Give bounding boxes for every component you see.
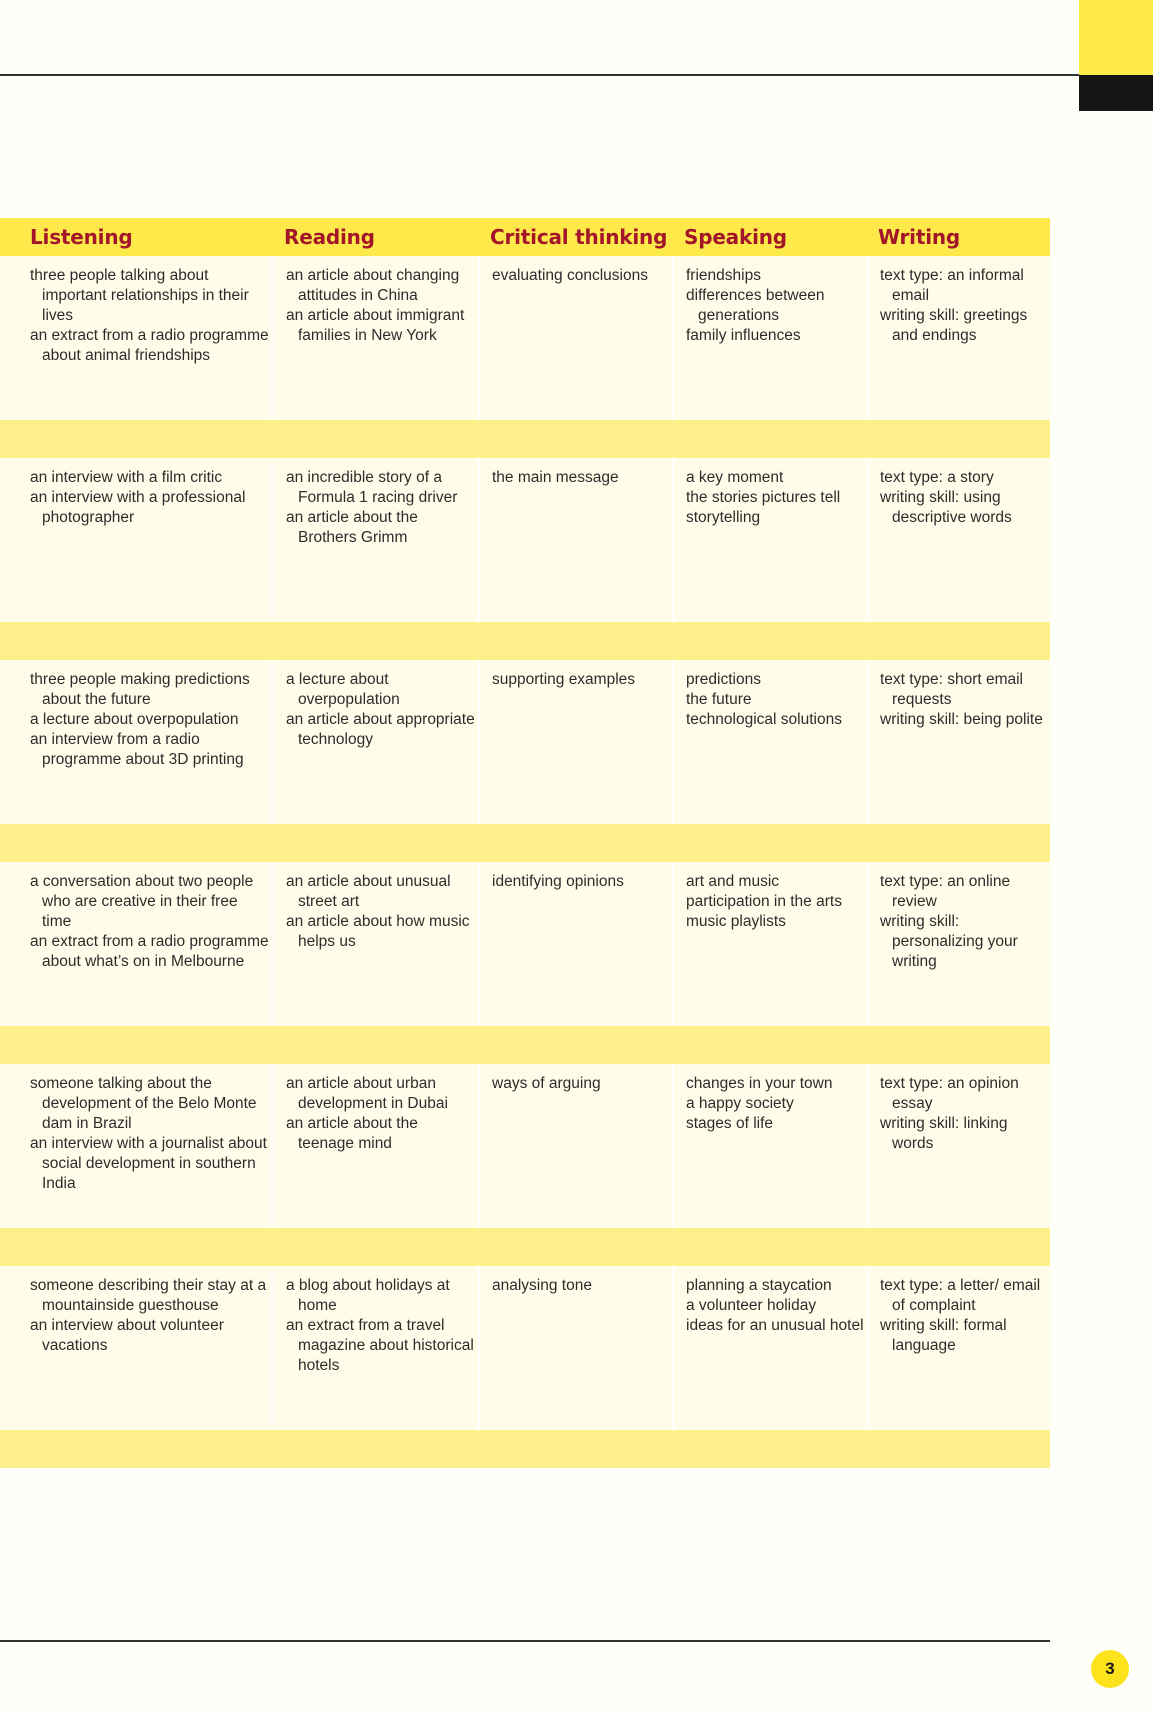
syllabus-entry: an interview about volunteer vacations: [30, 1317, 224, 1354]
corner-yellow-tab: [1079, 0, 1153, 75]
writing-cell: [866, 1064, 1050, 1228]
listening-cell: [0, 862, 271, 1026]
syllabus-entry: an article about appropriate technology: [286, 711, 475, 748]
listening-cell: [0, 1064, 271, 1228]
syllabus-entry: three people making predictions about the future: [30, 671, 250, 708]
divider-band: [0, 1228, 1050, 1266]
syllabus-entry: a key moment: [686, 469, 784, 486]
syllabus-entry: music playlists: [686, 913, 786, 930]
syllabus-entry: writing skill: linking words: [880, 1115, 1008, 1152]
unit-row: [0, 458, 1050, 622]
critical-thinking-cell: [478, 458, 672, 622]
corner-black-tab: [1079, 75, 1153, 111]
syllabus-entry: the future: [686, 691, 752, 708]
syllabus-entry: an article about unusual street art: [286, 873, 451, 910]
critical-thinking-cell: [478, 1266, 672, 1430]
divider-band: [0, 1430, 1050, 1468]
syllabus-entry: writing skill: greetings and endings: [880, 307, 1028, 344]
bottom-rule: [0, 1640, 1050, 1642]
syllabus-entry: someone describing their stay at a mountainside guesthouse: [30, 1277, 267, 1314]
syllabus-entry: analysing tone: [492, 1277, 592, 1294]
syllabus-entry: friendships: [686, 267, 761, 284]
syllabus-table: [0, 218, 1050, 1468]
header-row: [0, 218, 1050, 256]
critical-thinking-cell: [478, 256, 672, 420]
critical-thinking-cell: [478, 660, 672, 824]
reading-cell: [271, 256, 478, 420]
reading-cell: [271, 862, 478, 1026]
syllabus-entry: an interview with a professional photographer: [30, 489, 246, 526]
speaking-cell: [672, 458, 866, 622]
syllabus-entry: identifying opinions: [492, 873, 624, 890]
divider-band: [0, 420, 1050, 458]
syllabus-entry: text type: short email requests: [880, 671, 1024, 708]
syllabus-entry: writing skill: personalizing your writing: [880, 913, 1018, 970]
syllabus-entry: someone talking about the development of the Belo Monte dam in Brazil: [30, 1075, 257, 1132]
reading-cell: [271, 1064, 478, 1228]
header-listening: Listening: [30, 225, 133, 249]
syllabus-entry: technological solutions: [686, 711, 842, 728]
syllabus-entry: the main message: [492, 469, 619, 486]
writing-cell: [866, 1266, 1050, 1430]
top-rule: [0, 74, 1079, 76]
syllabus-entry: planning a staycation: [686, 1277, 832, 1294]
syllabus-entry: a lecture about overpopulation: [286, 671, 400, 708]
listening-cell: [0, 256, 271, 420]
speaking-cell: [672, 1064, 866, 1228]
syllabus-entry: text type: a story: [880, 469, 994, 486]
unit-row: [0, 256, 1050, 420]
syllabus-entry: evaluating conclusions: [492, 267, 648, 284]
critical-thinking-cell: [478, 862, 672, 1026]
syllabus-entry: an extract from a travel magazine about historical hotels: [286, 1317, 474, 1374]
syllabus-entry: an incredible story of a Formula 1 racing driver: [286, 469, 458, 506]
listening-cell: [0, 458, 271, 622]
speaking-cell: [672, 862, 866, 1026]
syllabus-entry: ideas for an unusual hotel: [686, 1317, 864, 1334]
syllabus-entry: a conversation about two people who are creative in their free time: [30, 873, 254, 930]
writing-cell: [866, 256, 1050, 420]
listening-cell: [0, 660, 271, 824]
syllabus-entry: an interview with a journalist about social development in southern India: [30, 1135, 267, 1192]
syllabus-entry: a happy society: [686, 1095, 794, 1112]
syllabus-entry: family influences: [686, 327, 801, 344]
syllabus-entry: writing skill: being polite: [880, 711, 1043, 728]
syllabus-entry: an article about urban development in Dubai: [286, 1075, 448, 1112]
syllabus-entry: differences between generations: [686, 287, 825, 324]
writing-cell: [866, 458, 1050, 622]
divider-band: [0, 824, 1050, 862]
writing-cell: [866, 862, 1050, 1026]
syllabus-entry: text type: a letter/ email of complaint: [880, 1277, 1041, 1314]
syllabus-entry: an extract from a radio programme about animal friendships: [30, 327, 269, 364]
syllabus-entry: storytelling: [686, 509, 761, 526]
syllabus-entry: writing skill: formal language: [880, 1317, 1007, 1354]
header-critical-thinking: Critical thinking: [490, 225, 668, 249]
syllabus-entry: text type: an informal email: [880, 267, 1024, 304]
syllabus-entry: a volunteer holiday: [686, 1297, 817, 1314]
syllabus-entry: an interview from a radio programme about 3D printing: [30, 731, 244, 768]
syllabus-entry: changes in your town: [686, 1075, 833, 1092]
syllabus-entry: participation in the arts: [686, 893, 842, 910]
syllabus-entry: predictions: [686, 671, 761, 688]
reading-cell: [271, 660, 478, 824]
syllabus-entry: an article about immigrant families in New York: [286, 307, 465, 344]
reading-cell: [271, 1266, 478, 1430]
syllabus-entry: three people talking about important relationships in their lives: [30, 267, 249, 324]
speaking-cell: [672, 256, 866, 420]
syllabus-entry: the stories pictures tell: [686, 489, 841, 506]
syllabus-entry: a blog about holidays at home: [286, 1277, 450, 1314]
syllabus-entry: a lecture about overpopulation: [30, 711, 239, 728]
unit-row: [0, 862, 1050, 1026]
syllabus-entry: an interview with a film critic: [30, 469, 223, 486]
divider-band: [0, 1026, 1050, 1064]
header-reading: Reading: [284, 225, 375, 249]
unit-row: [0, 1266, 1050, 1430]
writing-cell: [866, 660, 1050, 824]
syllabus-entry: text type: an online review: [880, 873, 1011, 910]
header-speaking: Speaking: [684, 225, 787, 249]
syllabus-entry: an article about how music helps us: [286, 913, 470, 950]
page-number-badge: 3: [1091, 1650, 1129, 1688]
critical-thinking-cell: [478, 1064, 672, 1228]
unit-row: [0, 1064, 1050, 1228]
reading-cell: [271, 458, 478, 622]
syllabus-entry: an article about changing attitudes in China: [286, 267, 460, 304]
speaking-cell: [672, 1266, 866, 1430]
syllabus-entry: text type: an opinion essay: [880, 1075, 1019, 1112]
header-writing: Writing: [878, 225, 960, 249]
syllabus-entry: writing skill: using descriptive words: [880, 489, 1012, 526]
listening-cell: [0, 1266, 271, 1430]
syllabus-entry: an extract from a radio programme about what’s on in Melbourne: [30, 933, 269, 970]
syllabus-entry: supporting examples: [492, 671, 636, 688]
syllabus-entry: an article about the teenage mind: [286, 1115, 418, 1152]
syllabus-entry: an article about the Brothers Grimm: [286, 509, 418, 546]
unit-row: [0, 660, 1050, 824]
syllabus-entry: ways of arguing: [492, 1075, 601, 1092]
speaking-cell: [672, 660, 866, 824]
syllabus-entry: art and music: [686, 873, 780, 890]
syllabus-entry: stages of life: [686, 1115, 774, 1132]
divider-band: [0, 622, 1050, 660]
